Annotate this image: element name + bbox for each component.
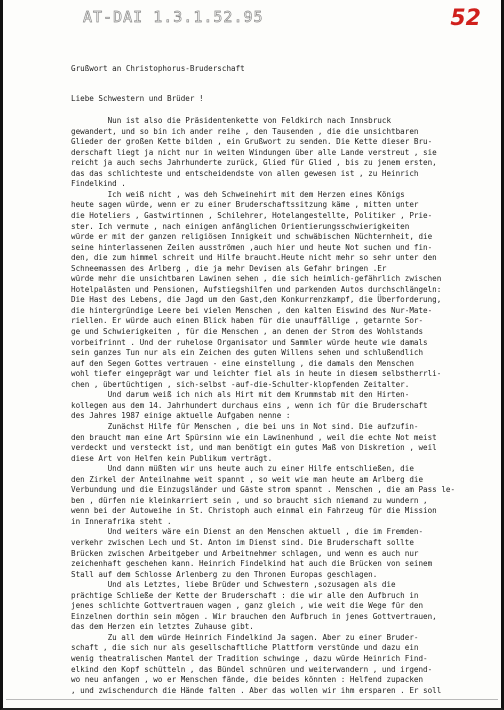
paragraph (71, 580, 497, 633)
text-line: wo neu anfangen , wo er Menschen fände, die beides könnten : Helfend zupacken (71, 675, 424, 685)
text-line: würde mehr die unsichtbaren Lawinen sehen , die sich heimlich-gefährlich zwischen (71, 274, 442, 284)
text-line: Und als Letztes, liebe Brüder und Schwestern ,sozusagen als die (71, 580, 396, 590)
text-line: die hintergründige Leere bei vielen Menschen , den kalten Eiswind des Nur-Mate- (71, 305, 433, 315)
text-line: wenn bei der Autoweihe in St. Christoph auch einmal ein Fahrzeug für die Mission (71, 506, 437, 516)
text-line: das dem Herzen ein letztes Zuhause gibt. (71, 622, 254, 632)
text-line: derschaft liegt ja nicht nur in weiten Windungen über alle Lande verstreut , sie (71, 147, 437, 157)
text-line: des Jahres 1987 einige aktuelle Aufgaben nenne : (71, 411, 291, 421)
text-line: Zu all dem würde Heinrich Findelkind Ja sagen. Aber zu einer Bruder- (71, 632, 419, 642)
text-line: vorbeifrinnt . Und der ruhelose Organisator und Sammler würde heute wie damals (71, 337, 428, 347)
text-line: Findelkind . (71, 179, 126, 189)
text-line: sein ganzes Tun nur als ein Zeichen des guten Willens sehen und schlußendlich (71, 348, 424, 358)
paragraph (71, 422, 497, 464)
text-line: chen , übertüchtigen , sich-selbst -auf-die-Schulter-klopfenden Zeitalter. (71, 379, 410, 389)
text-line: den, die zum himmel schreit und Hilfe braucht.Heute nicht mehr so sehr unter den (71, 253, 437, 263)
text-line: schaft , die sich nur als gesellschaftliche Plattform verstünde und dazu ein (71, 643, 419, 653)
text-line: Nun ist also die Präsidentenkette von Feldkirch nach Innsbruck (71, 116, 392, 126)
text-line: Stall auf dem Schlosse Arlenberg zu den Thronen Europas geschlagen. (71, 569, 378, 579)
paragraph (71, 633, 497, 696)
text-line: elkind den Kopf schütteln , das Bündel schnüren und weiterwandern , und irgend- (71, 664, 433, 674)
letter-body (71, 64, 497, 696)
text-line: Und dann müßten wir uns heute auch zu einer Hilfe entschließen, die (71, 464, 414, 474)
paragraph (71, 464, 497, 527)
text-line: den braucht man eine Art Spürsinn wie ein Lawinenhund , weil die echte Not meist (71, 432, 437, 442)
text-line: zeichenhaft geschehen kann. Heinrich Findelkind hat auch die Brücken von seinem (71, 559, 433, 569)
text-line: Schneemassen des Arlberg , die ja mehr Devisen als Gefahr bringen .Er (71, 263, 387, 273)
text-line: Und darum weiß ich nich als Hirt mit dem Krummstab mit den Hirten- (71, 390, 410, 400)
text-line: , und zwischendurch die Hände falten . Aber das wollen wir ihm ersparen . Er soll (71, 685, 442, 695)
page-number: 52 (450, 6, 481, 31)
paragraphs (71, 116, 497, 696)
text-line: Verbundung und die Einzugsländer und Gäste strom spannt . Menschen , die am Pass le- (71, 485, 456, 495)
text-line: gewandert, und so bin ich ander reihe , den Tausenden , die die unsichtbaren (71, 126, 419, 136)
text-line: ge und Schwierigkeiten , für die Menschen , an denen der Strom des Wohlstands (71, 327, 424, 337)
text-line: Ich weiß nicht , was deh Schweinehirt mit dem Herzen eines Königs (71, 189, 405, 199)
text-line: prächtige Schließe der Kette der Bruderschaft : die wir alle den Aufbruch in (71, 590, 419, 600)
text-line: das das schlichteste und entscheidendste von allen gewesen ist , zu Heinrich (71, 168, 419, 178)
paragraph (71, 527, 497, 580)
text-line: in Innerafrika steht . (71, 516, 172, 526)
text-line: reicht ja auch sechs Jahrhunderte zurück, Glied für Glied , bis zu jenem ersten, (71, 158, 437, 168)
paragraph (71, 190, 497, 422)
text-line: Zunächst Hilfe für Menschen , die bei uns in Not sind. Die aufzufin- (71, 421, 419, 431)
scan-bottom-edge (6, 699, 498, 700)
text-line: auf den Segen Gottes vertrauen - eine einstellung , die damals den Menschen (71, 358, 414, 368)
text-line: riellen. Er würde auch einen Blick haben für die unauffällige , getarnte Sor- (71, 316, 424, 326)
text-line: Glieder der großen Kette bilden , ein Grußwort zu senden. Die Kette dieser Bru- (71, 137, 433, 147)
text-line: heute sagen würde, wenn er zu einer Bruderschaftssitzung käme , mitten unter (71, 200, 419, 210)
letter-title: Grußwort an Christophorus-Bruderschaft (71, 64, 245, 73)
text-line: diese Art von Helfen kein Publikum verträgt. (71, 453, 273, 463)
text-line: verdeckt und versteckt ist, und man benötigt ein gutes Maß von Diskretion , weil (71, 443, 437, 453)
text-line: seine hinterlassenen Zeilen ausströmen ,auch hier und heute Not suchen und fin- (71, 242, 433, 252)
text-line: den Zirkel der Anteilnahme weit spannt , so weit wie man heute am Arlberg die (71, 474, 424, 484)
text-line: Und weiters wäre ein Dienst an den Menschen aktuell , die im Fremden- (71, 527, 424, 537)
text-line: Einzelnen dorthin sein mögen . Wir brauchen den Aufbruch in jenes Gottvertrauen, (71, 611, 437, 621)
text-line: kollegen aus dem 14. Jahrhundert durchaus eins , wenn ich für die Bruderschaft (71, 400, 428, 410)
text-line: Brücken zwischen Arbeitgeber und Arbeitnehmer schlagen, und wenn es auch nur (71, 548, 419, 558)
text-line: Hotelpalästen und Pensionen, Aufstiegshilfen und parkenden Autos durchschlängeln: (71, 284, 442, 294)
text-line: würde er mit der ganzen religiösen Innigkeit und schwäbischen Nüchternheit, die (71, 232, 433, 242)
text-line: ster. Ich vermute , nach einigen anfänglichen Orientierungsschwierigkeiten (71, 221, 410, 231)
text-line: ben , dürfen nie kleinkarriert sein , und so braucht sich niemand zu wundern , (71, 495, 428, 505)
text-line: jenes schlichte Gottvertrauen wagen , ganz gleich , wie weit die Wege für den (71, 601, 424, 611)
text-line: wenig theatralischen Mantel der Tradition schwinge , dazu würde Heinrich Find- (71, 653, 428, 663)
paragraph (71, 116, 497, 190)
text-line: Die Hast des Lebens, die Jagd um den Gast,den Konkurrenzkampf, die Überforderung, (71, 295, 442, 305)
text-line: verkehr zwischen Lech und St. Anton im Dienst sind. Die Bruderschaft sollte (71, 537, 414, 547)
text-line: die Hoteliers , Gastwirtinnen , Schilehrer, Hotelangestellte, Politiker , Prie- (71, 211, 433, 221)
text-line: wohl tiefer eingeprägt war und leichter fiel als in heute in diesem selbstherrli- (71, 369, 442, 379)
archive-stamp: AT-DAI 1.3.1.52.95 (83, 8, 264, 26)
salutation: Liebe Schwestern und Brüder ! (71, 93, 204, 103)
